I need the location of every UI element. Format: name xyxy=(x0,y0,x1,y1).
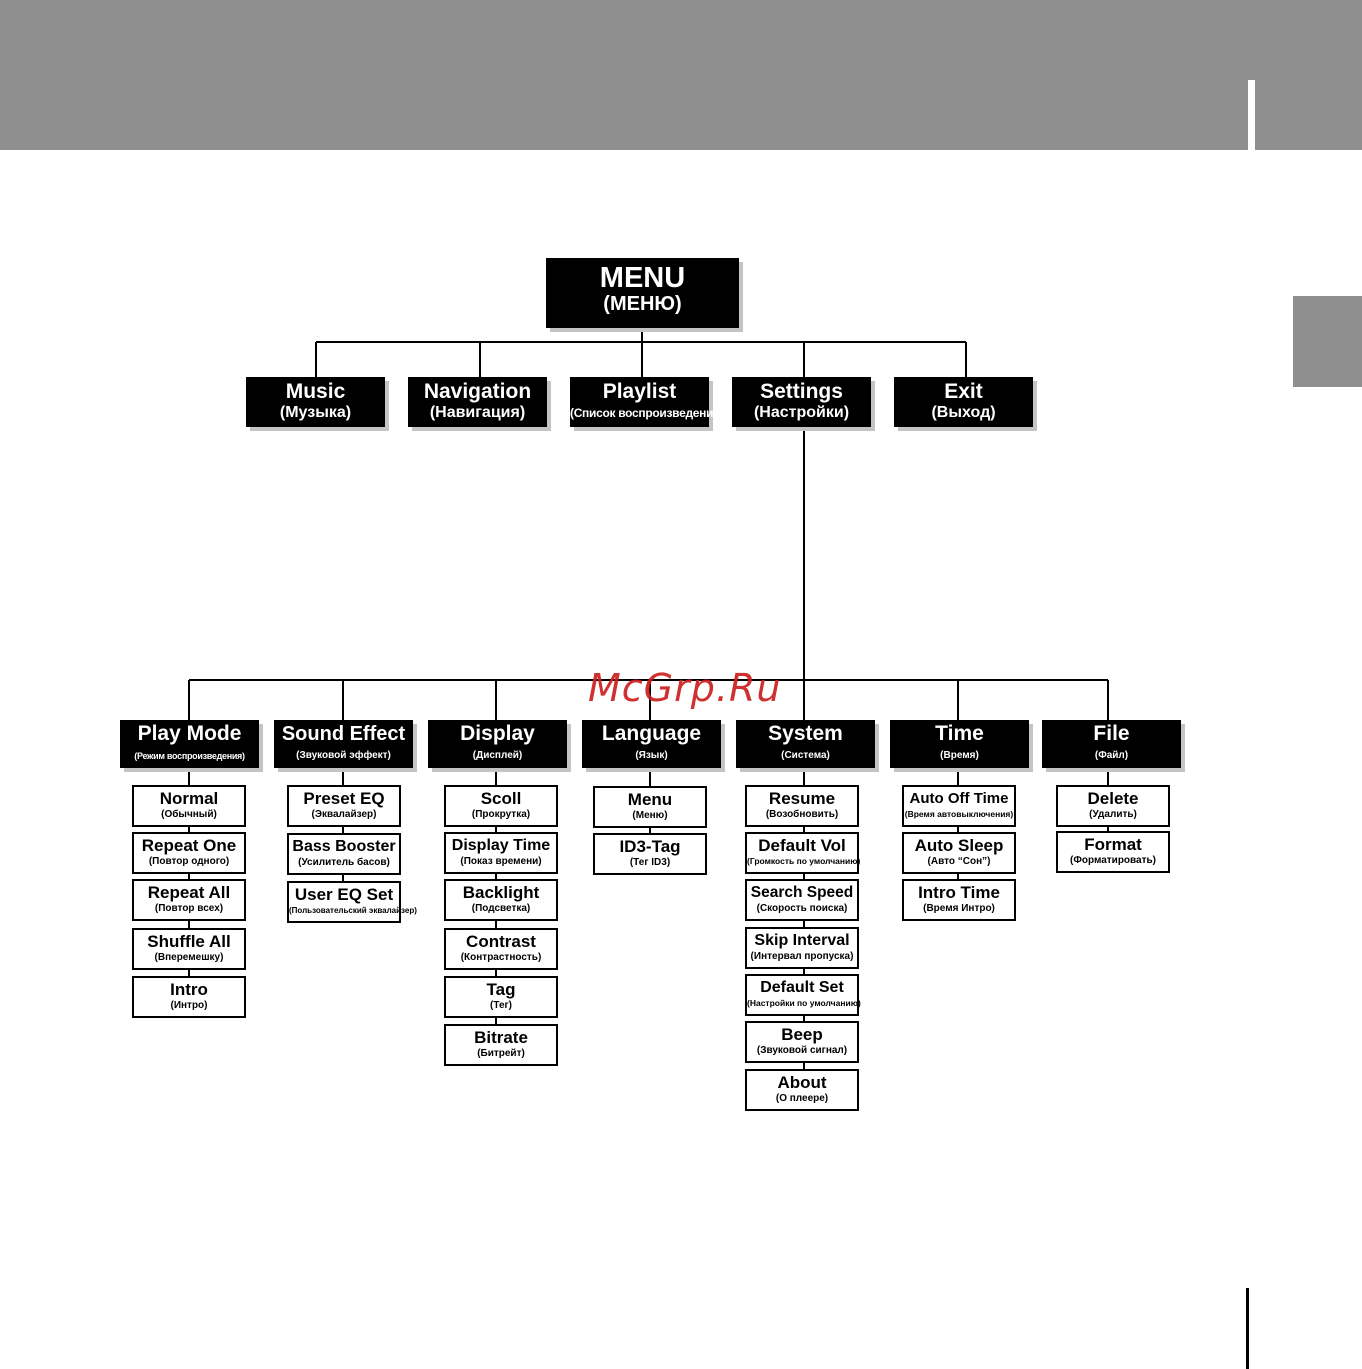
top-item-subtitle: (Настройки) xyxy=(753,404,850,421)
menu-item-title: Shuffle All xyxy=(147,932,231,951)
menu-item-title: Search Speed xyxy=(750,884,854,901)
menu-item-title: Auto Sleep xyxy=(914,836,1004,855)
category-title: Display xyxy=(460,722,535,745)
category-subtitle: (Система) xyxy=(781,750,830,761)
menu-item-subtitle: (Показ времени) xyxy=(460,856,542,867)
menu-item-subtitle: (Громкость по умолчанию) xyxy=(747,856,861,866)
menu-item-subtitle: (Время Интро) xyxy=(923,903,995,914)
menu-item-title: Format xyxy=(1084,835,1142,854)
menu-item-title: Skip Interval xyxy=(754,932,850,949)
watermark-text: McGrp.Ru xyxy=(588,666,782,710)
menu-item-intro xyxy=(132,976,246,1018)
menu-item-subtitle: (Битрейт) xyxy=(477,1048,525,1059)
menu-item-subtitle: (Звуковой сигнал) xyxy=(756,1045,848,1056)
menu-item-repeat-one xyxy=(132,832,246,874)
top-item-subtitle: (Выход) xyxy=(931,404,996,421)
top-item-title: Navigation xyxy=(423,380,532,403)
top-item-settings xyxy=(732,377,871,427)
menu-item-subtitle: (Время автовыключения) xyxy=(904,809,1014,819)
menu-item-title: Backlight xyxy=(462,883,540,902)
menu-item-menu xyxy=(593,786,707,828)
top-item-subtitle: (Музыка) xyxy=(279,404,352,421)
menu-root-subtitle: (МЕНЮ) xyxy=(603,293,682,315)
menu-item-subtitle: (Обычный) xyxy=(161,809,217,820)
menu-item-about xyxy=(745,1069,859,1111)
category-display xyxy=(428,720,567,768)
top-item-exit xyxy=(894,377,1033,427)
menu-item-title: Intro xyxy=(170,980,208,999)
menu-item-subtitle: (Контрастность) xyxy=(460,952,542,963)
top-item-title: Exit xyxy=(944,380,983,403)
category-title: System xyxy=(768,722,843,745)
category-subtitle: (Дисплей) xyxy=(472,750,523,761)
menu-item-subtitle: (Тег ID3) xyxy=(629,857,671,868)
menu-item-subtitle: (Эквалайзер) xyxy=(311,809,377,820)
menu-item-title: Scoll xyxy=(480,789,522,808)
menu-item-user-eq-set xyxy=(287,881,417,923)
menu-item-default-set xyxy=(745,974,859,1016)
menu-item-scoll xyxy=(444,785,558,827)
menu-root-box xyxy=(546,258,739,328)
menu-item-tag xyxy=(444,976,558,1018)
category-subtitle: (Звуковой эффект) xyxy=(296,750,391,761)
menu-item-subtitle: (Настройки по умолчанию) xyxy=(747,998,861,1008)
menu-item-auto-off-time xyxy=(902,785,1016,827)
menu-item-subtitle: (Меню) xyxy=(632,810,668,821)
menu-item-title: Normal xyxy=(159,789,219,808)
category-play-mode xyxy=(120,720,259,768)
menu-item-title: Repeat One xyxy=(141,836,237,855)
menu-item-subtitle: (Тег) xyxy=(490,1000,512,1011)
category-system xyxy=(736,720,875,768)
menu-item-title: Contrast xyxy=(466,932,536,951)
menu-item-title: Bass Booster xyxy=(292,838,396,855)
menu-item-title: Beep xyxy=(781,1025,823,1044)
menu-item-subtitle: (Усилитель басов) xyxy=(298,857,390,868)
menu-root-title: MENU xyxy=(599,262,686,294)
menu-item-title: About xyxy=(777,1073,827,1092)
menu-item-normal xyxy=(132,785,246,827)
menu-item-subtitle: (Скорость поиска) xyxy=(756,903,848,914)
category-sound-effect xyxy=(274,720,413,768)
menu-item-skip-interval xyxy=(745,927,859,969)
menu-item-title: Resume xyxy=(768,789,836,808)
menu-item-subtitle: (Интервал пропуска) xyxy=(750,951,854,962)
category-subtitle: (Режим воспроизведения) xyxy=(134,751,245,761)
menu-item-bass-booster xyxy=(287,833,401,875)
menu-item-bitrate xyxy=(444,1024,558,1066)
menu-item-title: Delete xyxy=(1087,789,1139,808)
menu-item-display-time xyxy=(444,832,558,874)
menu-item-title: Display Time xyxy=(451,837,551,854)
menu-item-subtitle: (Удалить) xyxy=(1089,809,1137,820)
menu-item-beep xyxy=(745,1021,859,1063)
menu-item-intro-time xyxy=(902,879,1016,921)
menu-item-title: User EQ Set xyxy=(294,885,394,904)
menu-item-title: Bitrate xyxy=(474,1028,528,1047)
menu-item-preset-eq xyxy=(287,785,401,827)
menu-item-subtitle: (Авто “Сон”) xyxy=(927,856,991,867)
menu-item-id3-tag xyxy=(593,833,707,875)
top-item-subtitle: (Список воспроизведения) xyxy=(570,406,724,420)
menu-item-title: Repeat All xyxy=(147,883,231,902)
category-title: Time xyxy=(935,722,984,745)
top-item-title: Playlist xyxy=(602,380,677,403)
menu-item-contrast xyxy=(444,928,558,970)
menu-item-auto-sleep xyxy=(902,832,1016,874)
menu-item-subtitle: (Прокрутка) xyxy=(471,809,531,820)
menu-item-subtitle: (Форматировать) xyxy=(1070,855,1156,866)
category-time xyxy=(890,720,1029,768)
menu-item-title: Intro Time xyxy=(918,883,1000,902)
category-language xyxy=(582,720,721,768)
menu-item-title: Default Vol xyxy=(758,836,846,855)
menu-item-repeat-all xyxy=(132,879,246,921)
menu-item-subtitle: (Вперемешку) xyxy=(154,952,224,963)
menu-item-subtitle: (Интро) xyxy=(170,1000,208,1011)
menu-item-delete xyxy=(1056,785,1170,827)
top-item-navigation xyxy=(408,377,547,427)
category-subtitle: (Время) xyxy=(940,750,979,761)
menu-item-subtitle: (Возобновить) xyxy=(765,809,839,820)
category-file xyxy=(1042,720,1181,768)
top-item-playlist xyxy=(570,377,724,427)
menu-item-search-speed xyxy=(745,879,859,921)
menu-item-title: Default Set xyxy=(760,979,844,996)
menu-item-resume xyxy=(745,785,859,827)
top-item-title: Settings xyxy=(760,380,843,403)
menu-item-title: Menu xyxy=(627,790,673,809)
menu-item-default-vol xyxy=(745,832,859,874)
category-title: Sound Effect xyxy=(281,723,406,745)
menu-item-subtitle: (Пользовательский эквалайзер) xyxy=(289,906,417,915)
top-item-title: Music xyxy=(285,380,346,403)
menu-item-title: Tag xyxy=(486,980,516,999)
menu-item-backlight xyxy=(444,879,558,921)
menu-item-subtitle: (Повтор одного) xyxy=(148,856,230,867)
menu-item-shuffle-all xyxy=(132,928,246,970)
category-subtitle: (Файл) xyxy=(1094,750,1129,761)
category-title: Play Mode xyxy=(137,722,242,745)
menu-item-title: Auto Off Time xyxy=(909,790,1009,807)
menu-item-subtitle: (Подсветка) xyxy=(471,903,531,914)
menu-item-subtitle: (О плеере) xyxy=(775,1093,829,1104)
menu-item-subtitle: (Повтор всех) xyxy=(154,903,224,914)
menu-item-format xyxy=(1056,831,1170,873)
top-item-music xyxy=(246,377,385,427)
menu-item-title: ID3-Tag xyxy=(619,837,681,856)
menu-item-title: Preset EQ xyxy=(303,789,385,808)
category-title: Language xyxy=(601,722,702,745)
category-title: File xyxy=(1093,722,1130,745)
category-subtitle: (Язык) xyxy=(635,750,668,761)
top-item-subtitle: (Навигация) xyxy=(429,404,526,421)
